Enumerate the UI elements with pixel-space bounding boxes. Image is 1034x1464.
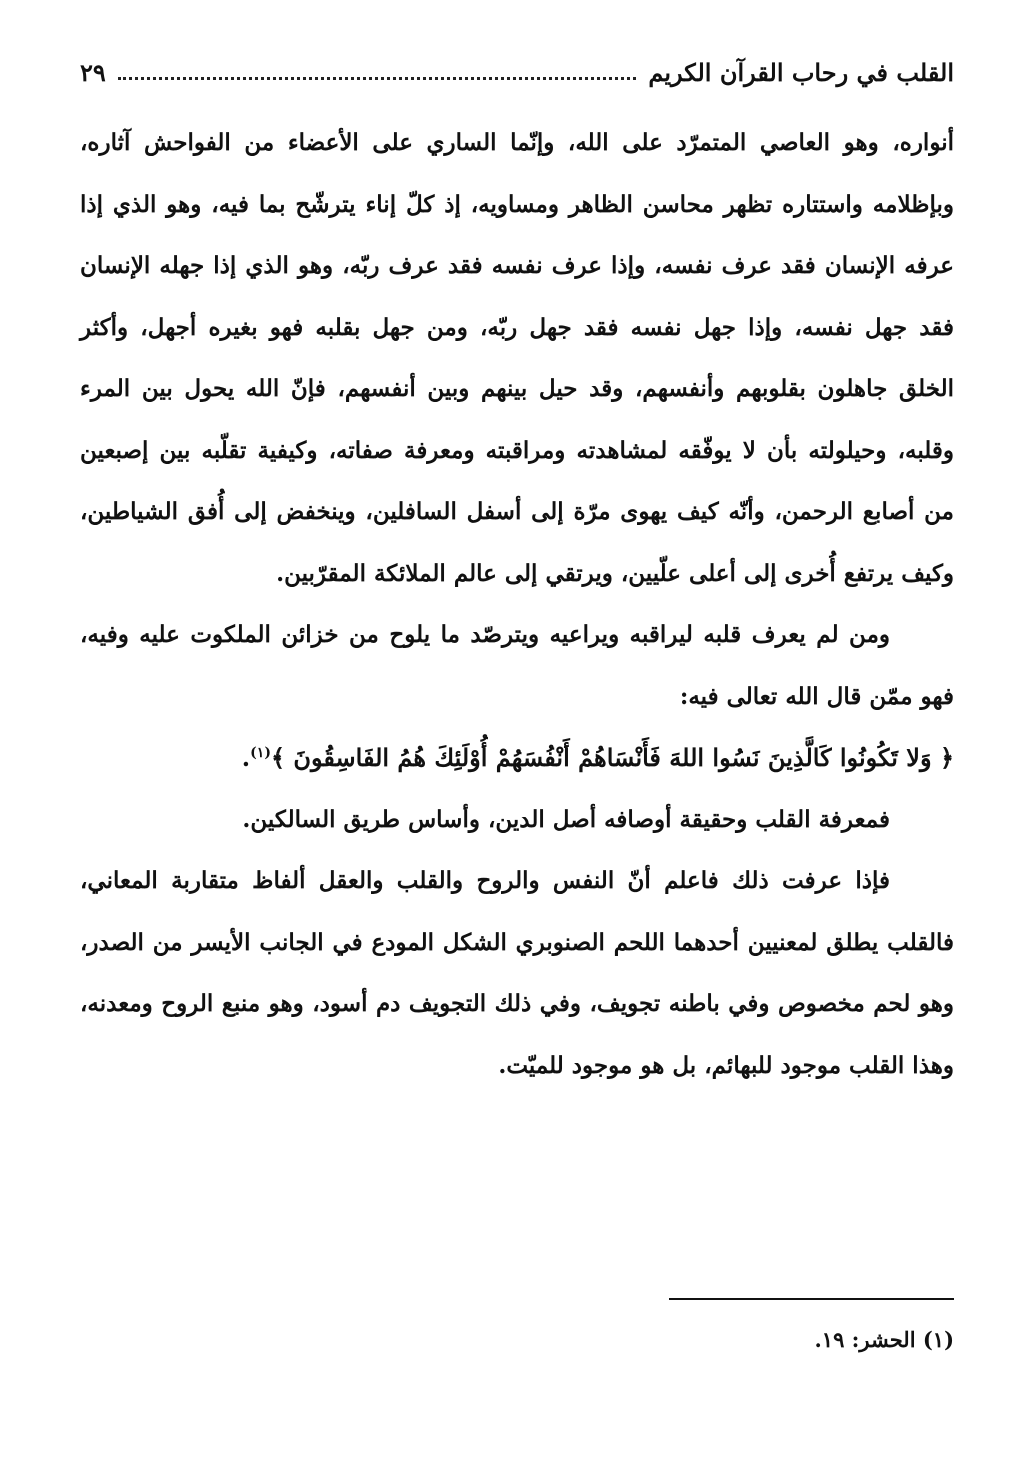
page-body [80, 112, 954, 1096]
footnote-marker: (١) [250, 745, 271, 761]
paragraph-2: ومن لم يعرف قلبه ليراقبه ويراعيه ويترصّد ما يلوح من خزائن الملكوت عليه وفيه، فهو ممّن قال الله تعالى فيه: [80, 621, 954, 710]
footnote: (١) الحشر: ١٩. [814, 1327, 954, 1352]
verse-text: ﴿ وَلا تَكُونُوا كَالَّذِينَ نَسُوا اللهَ فَأَنْسَاهُمْ أَنْفُسَهُمْ أُوْلَئِكَ هُمُ الفَاسِقُونَ ﴾ [270, 743, 954, 772]
quran-verse [80, 727, 954, 789]
page-number: ٢٩ [80, 57, 106, 87]
footnote-divider [669, 1298, 954, 1300]
running-title: القلب في رحاب القرآن الكريم [648, 57, 954, 87]
running-header [80, 44, 954, 100]
verse-end: . [241, 743, 251, 772]
paragraph-3: فمعرفة القلب وحقيقة أوصافه أصل الدين، وأساس طريق السالكين. [242, 805, 890, 833]
paragraph-4: فإذا عرفت ذلك فاعلم أنّ النفس والروح والقلب والعقل ألفاظ متقاربة المعاني، فالقلب يطلق لمعنيين أحدهما اللحم الصنوبري الشكل المودع في الجانب الأيسر من الصدر، وهو لحم مخصوص وفي باطنه تجويف، وفي ذلك التجويف دم أسود، وهو منبع الروح ومعدنه، وهذا القلب موجود للبهائم، بل هو موجود للميّت. [80, 867, 954, 1079]
paragraph-1: أنواره، وهو العاصي المتمرّد على الله، وإنّما الساري على الأعضاء من الفواحش آثاره، وبإظلامه واستتاره تظهر محاسن الظاهر ومساويه، إذ كلّ إناء يترشّح بما فيه، وهو الذي إذا عرفه الإنسان فقد عرف نفسه، وإذا عرف نفسه فقد عرف ربّه، وهو الذي إذا جهله الإنسان فقد جهل نفسه، وإذا جهل نفسه فقد جهل ربّه، ومن جهل بقلبه فهو بغيره أجهل، وأكثر الخلق جاهلون بقلوبهم وأنفسهم، وقد حيل بينهم وبين أنفسهم، فإنّ الله يحول بين المرء وقلبه، وحيلولته بأن لا يوفّقه لمشاهدته ومراقبته ومعرفة صفاته، وكيفية تقلّبه بين إصبعين من أصابع الرحمن، وأنّه كيف يهوى مرّة إلى أسفل السافلين، وينخفض إلى أُفق الشياطين، وكيف يرتفع أُخرى إلى أعلى علّيين، ويرتقي إلى عالم الملائكة المقرّبين. [80, 129, 954, 587]
header-leader-dots [118, 77, 637, 80]
